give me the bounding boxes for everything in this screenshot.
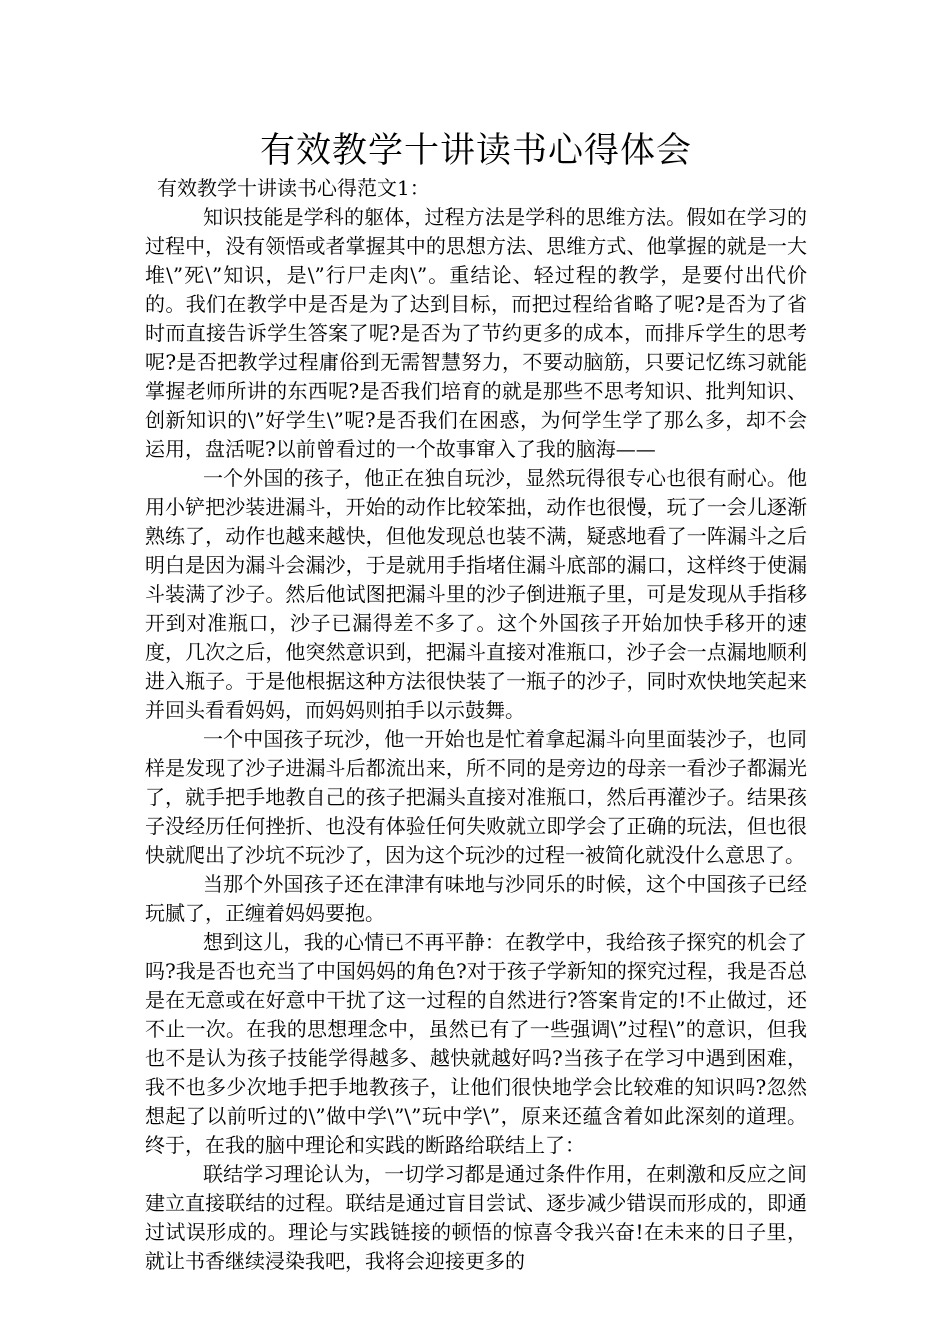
document-page [145,128,807,1276]
paragraph-2: 一个外国的孩子，他正在独自玩沙，显然玩得很专心也很有耐心。他用小铲把沙装进漏斗，开始的动作比较笨拙，动作也很慢，玩了一会儿逐渐熟练了，动作也越来越快，但他发现总也装不满，疑惑地看了一阵漏斗之后明白是因为漏斗会漏沙，于是就用手指堵住漏斗底部的漏口，这样终于使漏斗装满了沙子。然后他试图把漏斗里的沙子倒进瓶子里，可是发现从手指移开到对准瓶口，沙子已漏得差不多了。这个外国孩子开始加快手移开的速度，几次之后，他突然意识到，把漏斗直接对准瓶口，沙子会一点漏地顺利进入瓶子。于是他根据这种方法很快装了一瓶子的沙子，同时欢快地笑起来并回头看看妈妈，而妈妈则拍手以示鼓舞。 [145,466,807,722]
paragraph-4: 当那个外国孩子还在津津有味地与沙同乐的时候，这个中国孩子已经玩腻了，正缠着妈妈要抱。 [145,872,807,925]
document-title: 有效教学十讲读书心得体会 [259,131,692,171]
paragraph-1: 知识技能是学科的躯体，过程方法是学科的思维方法。假如在学习的过程中，没有领悟或者掌握其中的思想方法、思维方式、他掌握的就是一大堆\”死\”知识，是\”行尸走肉\”。重结论、轻过程的教学，是要付出代价的。我们在教学中是否是为了达到目标，而把过程给省略了呢?是否为了省时而直接告诉学生答案了呢?是否为了节约更多的成本，而排斥学生的思考呢?是否把教学过程庸俗到无需智慧努力，不要动脑筋，只要记忆练习就能掌握老师所讲的东西呢?是否我们培育的就是那些不思考知识、批判知识、创新知识的\”好学生\”呢?是否我们在困惑，为何学生学了那么多，却不会运用，盘活呢?以前曾看过的一个故事窜入了我的脑海—— [145,205,807,461]
document-subtitle: 有效教学十讲读书心得范文1： [157,176,430,200]
paragraph-3: 一个中国孩子玩沙，他一开始也是忙着拿起漏斗向里面装沙子，也同样是发现了沙子进漏斗后都流出来，所不同的是旁边的母亲一看沙子都漏光了，就手把手地教自己的孩子把漏头直接对准瓶口，然后再灌沙子。结果孩子没经历任何挫折、也没有体验任何失败就立即学会了正确的玩法，但也很快就爬出了沙坑不玩沙了，因为这个玩沙的过程一被简化就没什么意思了。 [145,727,807,867]
paragraph-6: 联结学习理论认为，一切学习都是通过条件作用，在刺激和反应之间建立直接联结的过程。联结是通过盲目尝试、逐步减少错误而形成的，即通过试误形成的。理论与实践链接的顿悟的惊喜令我兴奋!在未来的日子里，就让书香继续浸染我吧，我将会迎接更多的 [145,1162,807,1273]
paragraph-5: 想到这儿，我的心情已不再平静：在教学中，我给孩子探究的机会了吗?我是否也充当了中国妈妈的角色?对于孩子学新知的探究过程，我是否总是在无意或在好意中干扰了这一过程的自然进行?答案肯定的!不止做过，还不止一次。在我的思想理念中，虽然已有了一些强调\”过程\”的意识，但我也不是认为孩子技能学得越多、越快就越好吗?当孩子在学习中遇到困难，我不也多少次地手把手地教孩子，让他们很快地学会比较难的知识吗?忽然想起了以前听过的\”做中学\”\”玩中学\”，原来还蕴含着如此深刻的道理。终于，在我的脑中理论和实践的断路给联结上了： [145,930,807,1157]
